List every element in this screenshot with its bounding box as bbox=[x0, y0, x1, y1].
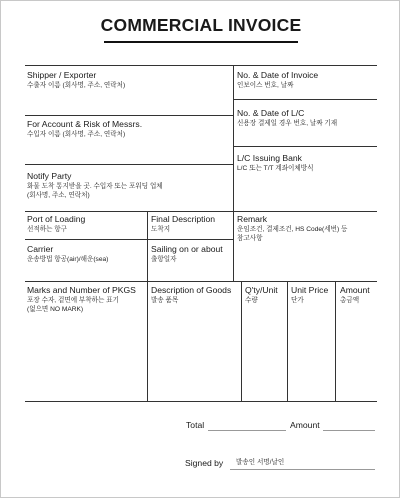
qty-unit-cell[interactable] bbox=[245, 285, 278, 305]
port-loading-cell[interactable] bbox=[27, 214, 85, 234]
footer-amount-label: Amount bbox=[290, 420, 320, 430]
total-label: Total bbox=[186, 420, 205, 430]
remark-sub-1: 운임조건, 결제조건, HS Code(세번) 등 bbox=[237, 226, 348, 233]
divider-main bbox=[233, 65, 234, 281]
lc-bank-cell[interactable] bbox=[237, 153, 313, 173]
unit-price-cell[interactable] bbox=[291, 285, 328, 305]
notify-party-sub-1: 화물 도착 통지받을 곳. 수입자 또는 포워딩 업체 bbox=[27, 183, 163, 190]
lc-bank-label: L/C Issuing Bank bbox=[237, 153, 302, 163]
sailing-label: Sailing on or about bbox=[151, 244, 223, 254]
rule-left-1 bbox=[25, 115, 233, 116]
invoice-no-date-cell[interactable] bbox=[237, 70, 318, 90]
account-risk-sub: 수입자 이름 (회사명, 주소, 연락처) bbox=[27, 131, 126, 138]
marks-label: Marks and Number of PKGS bbox=[27, 285, 136, 295]
rule-left-3 bbox=[25, 239, 233, 240]
remark-sub-2: 참고사항 bbox=[237, 235, 263, 242]
marks-cell[interactable] bbox=[27, 285, 136, 314]
account-risk-label: For Account & Risk of Messrs. bbox=[27, 119, 143, 129]
description-cell[interactable] bbox=[151, 285, 231, 305]
lc-bank-sub: L/C 또는 T/T 계좌이체방식 bbox=[237, 165, 314, 172]
rule-right-1 bbox=[233, 99, 377, 100]
carrier-sub: 운송방법 항공(air)/해운(sea) bbox=[27, 256, 109, 263]
amount-cell[interactable] bbox=[340, 285, 370, 305]
divider-qty bbox=[241, 281, 242, 401]
divider-amount bbox=[335, 281, 336, 401]
page-title: COMMERCIAL INVOICE bbox=[100, 15, 302, 35]
signature-field[interactable] bbox=[230, 469, 375, 470]
final-destination-sub: 도착지 bbox=[151, 226, 171, 233]
invoice-no-date-label: No. & Date of Invoice bbox=[237, 70, 319, 80]
rule-full-1 bbox=[25, 211, 377, 212]
qty-unit-sub: 수량 bbox=[245, 297, 258, 304]
shipper-label: Shipper / Exporter bbox=[27, 70, 97, 80]
rule-left-2 bbox=[25, 164, 233, 165]
lc-no-date-sub: 신용장 결제일 경우 번호, 날짜 기재 bbox=[237, 120, 338, 127]
description-sub: 발송 품목 bbox=[151, 297, 179, 304]
rule-bottom bbox=[25, 401, 377, 402]
notify-party-label: Notify Party bbox=[27, 171, 72, 181]
invoice-no-date-sub: 인보이스 번호, 날짜 bbox=[237, 82, 294, 89]
amount-field[interactable] bbox=[323, 430, 375, 431]
signed-by-sub: 발송인 서명/날인 bbox=[236, 459, 285, 466]
divider-marks bbox=[147, 281, 148, 401]
remark-cell[interactable] bbox=[237, 214, 347, 243]
unit-price-label: Unit Price bbox=[291, 285, 329, 295]
port-loading-label: Port of Loading bbox=[27, 214, 86, 224]
carrier-label: Carrier bbox=[27, 244, 54, 254]
carrier-cell[interactable] bbox=[27, 244, 108, 264]
lc-no-date-label: No. & Date of L/C bbox=[237, 108, 305, 118]
shipper-sub: 수출자 이름 (회사명, 주소, 연락처) bbox=[27, 82, 126, 89]
divider-port bbox=[147, 211, 148, 281]
final-destination-label: Final Description bbox=[151, 214, 215, 224]
port-loading-sub: 선적하는 항구 bbox=[27, 226, 68, 233]
marks-sub-2: (없으면 NO MARK) bbox=[27, 306, 84, 313]
marks-sub-1: 포장 수자, 겉면에 부착하는 표기 bbox=[27, 297, 119, 304]
notify-party-sub-2: (회사명, 주소, 연락처) bbox=[27, 192, 90, 199]
amount-label: Amount bbox=[340, 285, 370, 295]
title-underline bbox=[104, 41, 298, 43]
remark-label: Remark bbox=[237, 214, 268, 224]
divider-price bbox=[287, 281, 288, 401]
shipper-cell[interactable] bbox=[27, 70, 125, 90]
final-destination-cell[interactable] bbox=[151, 214, 215, 234]
signed-by-label: Signed by bbox=[185, 458, 224, 468]
amount-sub: 총금액 bbox=[340, 297, 360, 304]
total-field[interactable] bbox=[208, 430, 286, 431]
unit-price-sub: 단가 bbox=[291, 297, 304, 304]
description-label: Description of Goods bbox=[151, 285, 232, 295]
rule-full-2 bbox=[25, 281, 377, 282]
account-risk-cell[interactable] bbox=[27, 119, 142, 139]
lc-no-date-cell[interactable] bbox=[237, 108, 337, 128]
qty-unit-label: Q'ty/Unit bbox=[245, 285, 278, 295]
sailing-sub: 출항일자 bbox=[151, 256, 177, 263]
notify-party-cell[interactable] bbox=[27, 171, 163, 200]
rule-right-2 bbox=[233, 146, 377, 147]
sailing-cell[interactable] bbox=[151, 244, 223, 264]
rule-top bbox=[25, 65, 377, 66]
